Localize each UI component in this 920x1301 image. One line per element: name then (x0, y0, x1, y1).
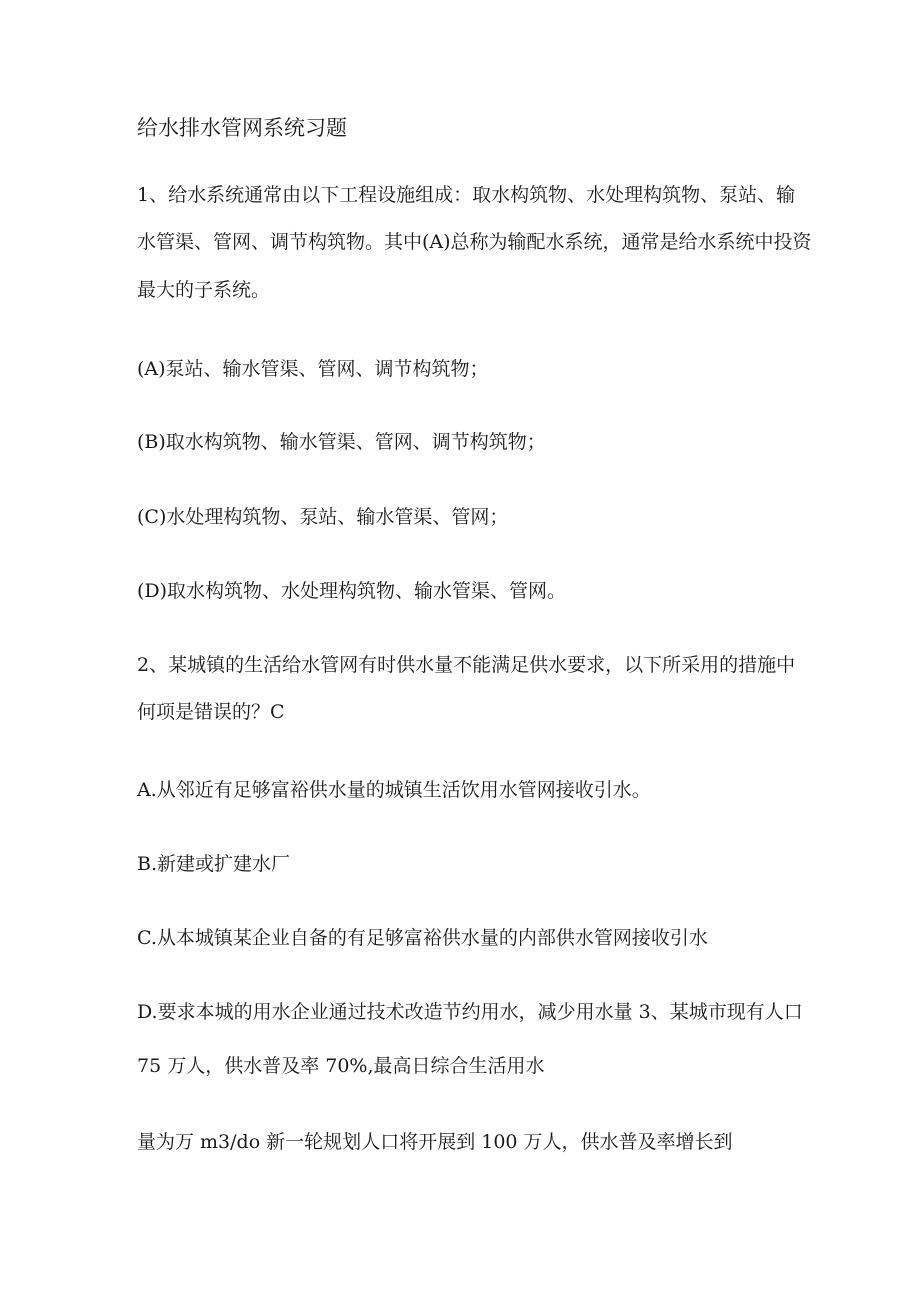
q1-stem-line-3: 最大的子系统。 (137, 279, 271, 301)
q2-stem-line-1: 2、某城镇的生活给水管网有时供水量不能满足供水要求，以下所采用的措施中 (137, 654, 796, 676)
q1-option-a: (A)泵站、输水管渠、管网、调节构筑物； (137, 358, 489, 380)
document-title: 给水排水管网系统习题 (137, 116, 347, 140)
q3-line-2: 75 万人，供水普及率 70%,最高日综合生活用水 (137, 1055, 545, 1077)
q1-option-b: (B)取水构筑物、输水管渠、管网、调节构筑物； (137, 431, 546, 453)
q2-option-c: C.从本城镇某企业自备的有足够富裕供水量的内部供水管网接收引水 (137, 927, 708, 949)
q2-option-b: B.新建或扩建水厂 (137, 853, 291, 875)
q2-option-d-and-q3-line-1: D.要求本城的用水企业通过技术改造节约用水，减少用水量 3、某城市现有人口 (137, 1001, 803, 1023)
q2-stem-line-2: 何项是错误的？C (137, 701, 285, 723)
q1-option-c: (C)水处理构筑物、泵站、输水管渠、管网； (137, 506, 509, 528)
q1-option-d: (D)取水构筑物、水处理构筑物、输水管渠、管网。 (137, 580, 567, 602)
q2-option-a: A.从邻近有足够富裕供水量的城镇生活饮用水管网接收引水。 (137, 779, 651, 801)
q1-stem-line-1: 1、给水系统通常由以下工程设施组成：取水构筑物、水处理构筑物、泵站、输 (137, 184, 796, 206)
q3-line-3: 量为万 m3/do 新一轮规划人口将开展到 100 万人，供水普及率增长到 (137, 1131, 733, 1153)
q1-stem-line-2: 水管渠、管网、调节构筑物。其中(A)总称为输配水系统，通常是给水系统中投资 (137, 231, 812, 253)
